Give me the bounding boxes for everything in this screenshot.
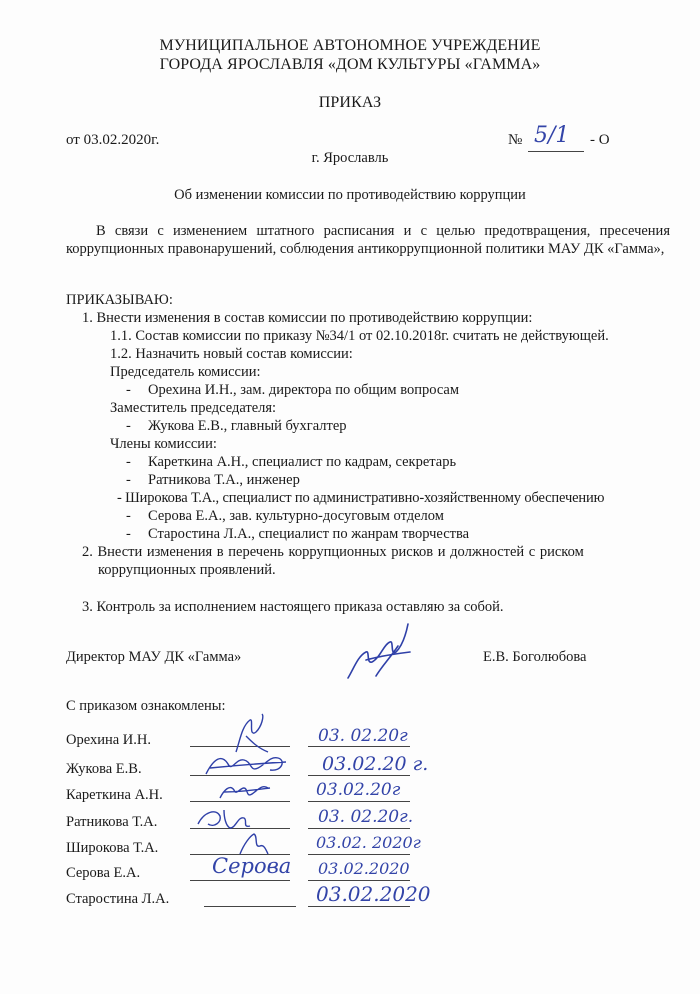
chair-entry <box>126 381 459 399</box>
member-5 <box>126 525 469 543</box>
ack-name-2: Жукова Е.В. <box>66 761 142 777</box>
item-2-line1: 2. Внести изменения в перечень коррупционных рисков и должностей с риском <box>82 544 584 560</box>
ack-date-2: 03.02.20 г. <box>322 753 429 775</box>
acknowledge-title: С приказом ознакомлены: <box>66 698 226 714</box>
item-1-2: 1.2. Назначить новый состав комиссии: <box>110 346 353 362</box>
ack-date-6: 03.02.2020 <box>318 859 410 878</box>
list-dash: - <box>126 508 131 524</box>
order-number-handwritten: 5/1 <box>534 123 570 148</box>
date-line <box>308 880 410 881</box>
ack-date-7: 03.02.2020 <box>316 882 431 906</box>
ack-date-1: 03. 02.20г <box>318 726 408 746</box>
member-5-text: Старостина Л.А., специалист по жанрам творчества <box>148 526 470 542</box>
document-type: ПРИКАЗ <box>318 94 382 111</box>
chair-text: Орехина И.Н., зам. директора по общим вопросам <box>148 382 460 398</box>
ack-date-3: 03.02.20г <box>316 780 401 800</box>
deputy-text: Жукова Е.В., главный бухгалтер <box>148 418 347 434</box>
member-1-text: Кареткина А.Н., специалист по кадрам, секретарь <box>148 454 457 470</box>
item-3: 3. Контроль за исполнением настоящего приказа оставляю за собой. <box>82 599 504 615</box>
director-position: Директор МАУ ДК «Гамма» <box>66 649 242 665</box>
item-2-line2: коррупционных проявлений. <box>98 562 276 578</box>
org-name-line2: ГОРОДА ЯРОСЛАВЛЯ «ДОМ КУЛЬТУРЫ «ГАММА» <box>159 56 541 73</box>
order-date: от 03.02.2020г. <box>66 132 160 148</box>
director-signature <box>336 616 416 688</box>
signature-line <box>190 880 290 881</box>
date-line <box>308 746 410 747</box>
members-label: Члены комиссии: <box>110 436 217 452</box>
list-dash: - <box>126 526 131 542</box>
signature-line <box>204 906 296 907</box>
ack-date-4: 03. 02.20г. <box>318 807 414 827</box>
date-line <box>308 775 410 776</box>
org-name-line1: МУНИЦИПАЛЬНОЕ АВТОНОМНОЕ УЧРЕЖДЕНИЕ <box>159 37 541 54</box>
date-line <box>308 854 410 855</box>
member-4 <box>126 507 444 525</box>
list-dash: - <box>126 418 131 434</box>
ack-name-1: Орехина И.Н. <box>66 732 151 748</box>
member-3: - Широкова Т.А., специалист по административно-хозяйственному обеспечению <box>117 490 605 506</box>
order-number-prefix: № <box>508 132 523 148</box>
date-line <box>308 801 410 802</box>
ack-name-5: Широкова Т.А. <box>66 840 159 856</box>
signature-6: Серова <box>212 854 292 878</box>
member-2 <box>126 471 300 489</box>
list-dash: - <box>126 454 131 470</box>
member-2-text: Ратникова Т.А., инженер <box>148 472 300 488</box>
list-dash: - <box>126 472 131 488</box>
order-number-suffix: - О <box>590 132 610 148</box>
ack-name-7: Старостина Л.А. <box>66 891 170 907</box>
member-4-text: Серова Е.А., зав. культурно-досуговым отделом <box>148 508 444 524</box>
ack-date-5: 03.02. 2020г <box>316 833 421 852</box>
item-1-1: 1.1. Состав комиссии по приказу №34/1 от 02.10.2018г. считать не действующей. <box>110 328 609 344</box>
date-line <box>308 828 410 829</box>
signature-3 <box>214 776 274 806</box>
deputy-entry <box>126 417 347 435</box>
item-1: 1. Внести изменения в состав комиссии по противодействию коррупции: <box>82 310 533 326</box>
order-word: ПРИКАЗЫВАЮ: <box>66 292 173 308</box>
deputy-label: Заместитель председателя: <box>110 400 277 416</box>
ack-name-3: Кареткина А.Н. <box>66 787 163 803</box>
preamble-paragraph: В связи с изменением штатного расписания и с целью предотвращения, пресечения коррупционных правонарушений, соблюдения антикоррупционной политики МАУ ДК «Гамма», <box>66 223 670 257</box>
order-city: г. Ярославль <box>311 150 389 166</box>
member-1 <box>126 453 456 471</box>
chair-label: Председатель комиссии: <box>110 364 261 380</box>
ack-name-4: Ратникова Т.А. <box>66 814 158 830</box>
director-name: Е.В. Боголюбова <box>483 649 587 665</box>
ack-name-6: Серова Е.А. <box>66 865 141 881</box>
list-dash: - <box>126 382 131 398</box>
order-subject: Об изменении комиссии по противодействию коррупции <box>174 187 526 203</box>
date-line <box>308 906 410 907</box>
